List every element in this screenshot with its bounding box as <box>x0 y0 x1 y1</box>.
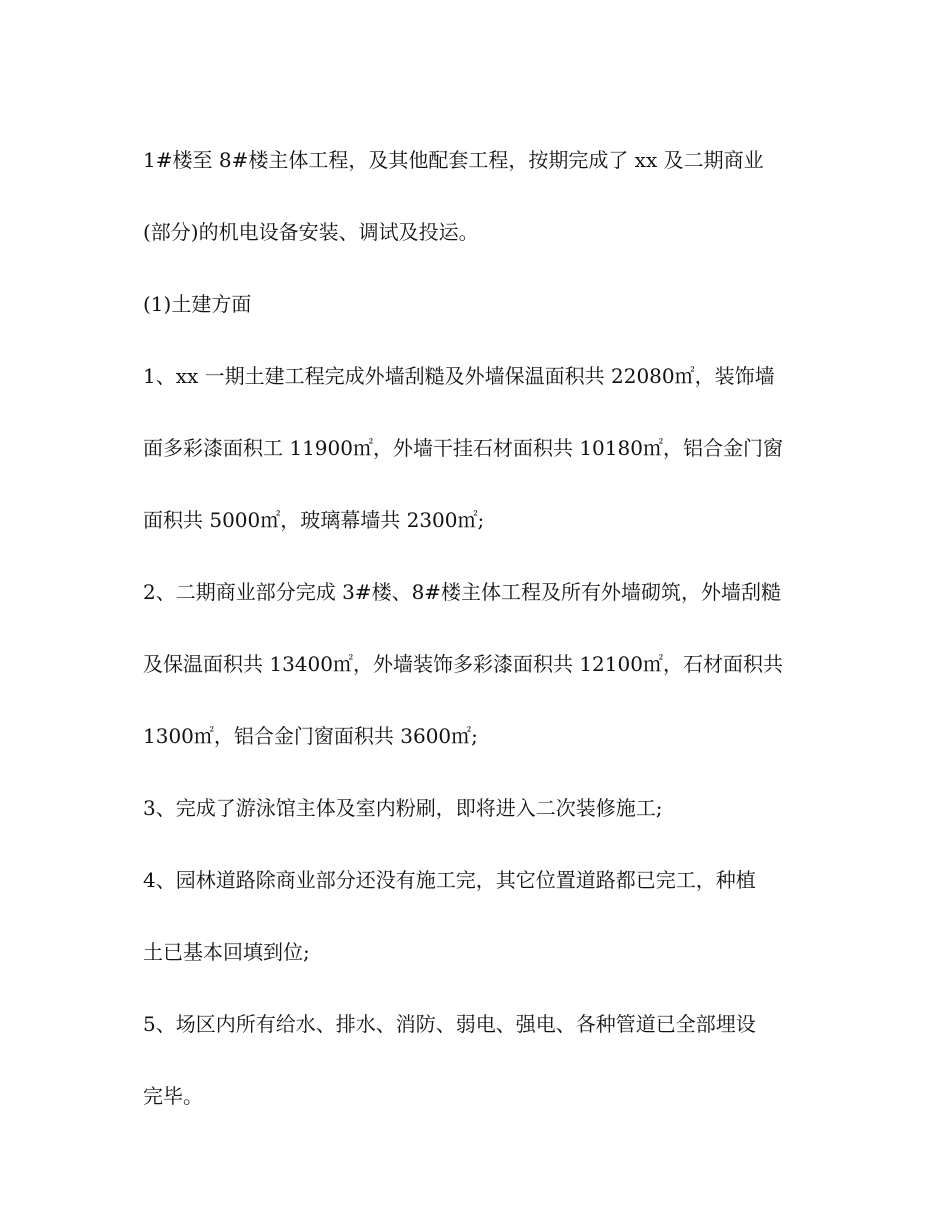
list-item-1 <box>143 340 823 556</box>
text-line: 1300㎡，铝合金门窗面积共 3600㎡; <box>143 724 478 748</box>
section-heading-civil <box>143 268 823 340</box>
text-line: 土已基本回填到位; <box>143 940 310 964</box>
text-line: 1#楼至 8#楼主体工程，及其他配套工程，按期完成了 xx 及二期商业 <box>143 148 764 172</box>
list-item-5 <box>143 988 823 1132</box>
text-line: 3、完成了游泳馆主体及室内粉刷，即将进入二次装修施工; <box>143 796 663 820</box>
text-line: 1、xx 一期土建工程完成外墙刮糙及外墙保温面积共 22080㎡，装饰墙 <box>143 364 775 388</box>
text-line: 4、园林道路除商业部分还没有施工完，其它位置道路都已完工，种植 <box>143 868 756 892</box>
text-line: 面积共 5000㎡，玻璃幕墙共 2300㎡; <box>143 508 485 532</box>
text-line: 完毕。 <box>143 1084 203 1108</box>
text-line: 面多彩漆面积工 11900㎡，外墙干挂石材面积共 10180㎡，铝合金门窗 <box>143 436 783 460</box>
list-item-3 <box>143 772 823 844</box>
text-line: (1)土建方面 <box>143 292 252 316</box>
text-line: (部分)的机电设备安装、调试及投运。 <box>143 220 479 244</box>
list-item-2 <box>143 556 823 772</box>
text-line: 及保温面积共 13400㎡，外墙装饰多彩漆面积共 12100㎡，石材面积共 <box>143 652 783 676</box>
text-line: 2、二期商业部分完成 3#楼、8#楼主体工程及所有外墙砌筑，外墙刮糙 <box>143 580 782 604</box>
list-item-4 <box>143 844 823 988</box>
text-line: 5、场区内所有给水、排水、消防、弱电、强电、各种管道已全部埋设 <box>143 1012 756 1036</box>
document-body <box>143 124 823 1132</box>
paragraph-intro <box>143 124 823 268</box>
